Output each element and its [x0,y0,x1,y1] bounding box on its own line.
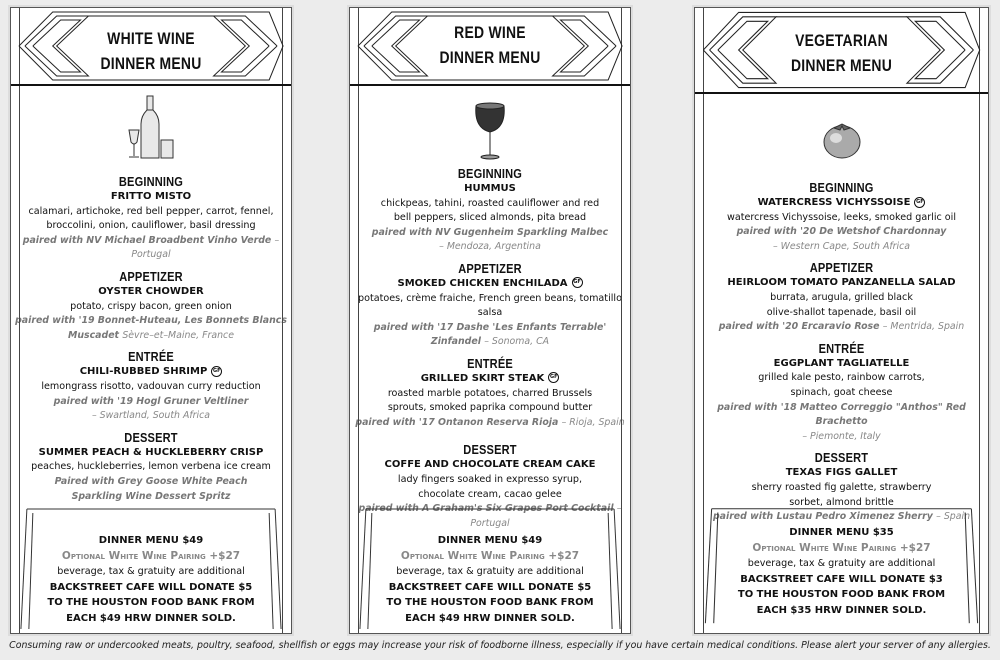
dish-description: chickpeas, tahini, roasted cauliflower and red bell peppers, sliced almonds, pita bread [380,197,600,224]
dish-name: OYSTER CHOWDER [98,285,204,297]
additional-note: beverage, tax & gratuity are additional [747,558,936,569]
dish-name: TEXAS FIGS GALLET [785,467,898,479]
menu-footer [695,503,988,627]
dish-description: lady fingers soaked in expresso syrup, chocolate cream, cacao gelee [397,473,583,500]
menu-header [11,8,291,86]
course-heading: BEGINNING [118,174,184,189]
course-heading: ENTRÉE [128,349,174,365]
course-heading: APPETIZER [809,260,874,276]
optional-pairing: Optional White Wine Pairing +$27 [61,549,241,562]
dish-name: CHILI-RUBBED SHRIMP GF [79,366,221,378]
donation-text: BACKSTREET CAFE WILL DONATE $5 TO THE HOUSTON FOOD BANK FROM EACH $49 HRW DINNER SOLD. [47,581,255,624]
wine-pairing: paired with NV Gugenheim Sparkling Malbec – Mendoza, Argentina [371,226,609,253]
dish-name: HEIRLOOM TOMATO PANZANELLA SALAD [727,277,956,289]
price-block [25,533,277,626]
menu-title: VEGETARIAN DINNER MENU [790,31,893,75]
dish-name: EGGPLANT TAGLIATELLE [773,357,910,369]
menu-footer [11,503,291,633]
dish-name: FRITTO MISTO [110,191,192,202]
optional-pairing: Optional White Wine Pairing +$27 [752,541,931,554]
dish-name: SMOKED CHICKEN ENCHILADA GF [397,277,581,289]
course-heading: BEGINNING [457,166,523,181]
menu-price: DINNER MENU $49 [437,535,543,546]
price-block [709,525,974,618]
wine-pairing: paired with '19 Bonnet-Huteau, Les Bonnets Blancs Muscadet Sèvre–et–Maine, France [15,315,287,341]
wine-pairing: paired with '17 Ontanon Reserva Rioja – Rioja, Spain [355,416,625,428]
course-heading: DESSERT [124,429,178,445]
dish-name: COFFE AND CHOCOLATE CREAM CAKE [384,459,596,471]
price-block [364,533,616,626]
dish-description: grilled kale pesto, rainbow carrots, spinach, goat cheese [758,372,925,398]
wine-pairing: paired with '18 Matteo Correggio "Anthos" Red Brachetto – Piemonte, Italy [717,401,966,442]
wine-pairing: paired with '19 Hogl Gruner Veltliner – Swartland, South Africa [53,395,249,422]
wine-pairing: paired with Lustau Pedro Ximenez Sherry – Spain [712,511,971,523]
dish-name: HUMMUS [464,183,516,194]
dish-name: GRILLED SKIRT STEAK GF [420,372,558,384]
menu-card-vegetarian [694,7,989,634]
dish-name: WATERCRESS VICHYSSOISE GF [757,197,924,208]
gluten-free-icon: GF [211,366,222,377]
allergy-disclaimer: Consuming raw or undercooked meats, poultry, seafood, shellfish or eggs may increase your risk of foodborne illness, especially if you have certain medical conditions. Please alert your server of any allergies. [9,640,991,651]
menu-card-white-wine [10,7,292,634]
dish-description: peaches, huckleberries, lemon verbena ice cream [31,461,271,473]
donation-text: BACKSTREET CAFE WILL DONATE $3 TO THE HOUSTON FOOD BANK FROM EACH $35 HRW DINNER SOLD. [737,573,946,616]
course-heading: APPETIZER [119,268,183,284]
dish-description: potato, crispy bacon, green onion [70,300,232,312]
wine-pairing: paired with '17 Dashe 'Les Enfants Terrable' Zinfandel – Sonoma, CA [373,321,607,348]
optional-pairing: Optional White Wine Pairing +$27 [400,549,580,562]
dish-description: burrata, arugula, grilled black olive-shallot tapenade, basil oil [766,291,917,318]
menu-card-red-wine [349,7,631,634]
course-heading: BEGINNING [809,180,874,195]
gluten-free-icon: GF [914,197,925,208]
wine-pairing: Paired with Grey Goose White Peach Sparkling Wine Dessert Spritz [54,475,248,502]
course-heading: DESSERT [463,442,517,458]
menu-title: WHITE WINE DINNER MENU [100,29,202,73]
dish-description: potatoes, crème fraiche, French green beans, tomatillo salsa [358,292,622,319]
wine-pairing: paired with '20 De Wetshof Chardonnay – Western Cape, South Africa [736,226,947,252]
dish-name: SUMMER PEACH & HUCKLEBERRY CRISP [38,446,264,458]
course-heading: DESSERT [814,450,869,466]
menu-header [350,8,630,86]
menu-footer [350,503,630,633]
course-heading: ENTRÉE [467,355,513,371]
dish-description: calamari, artichoke, red bell pepper, carrot, fennel, broccolini, onion, cauliflower, basil dressing [28,205,274,232]
wine-pairing: paired with '20 Ercaravio Rose – Mentrida, Spain [718,321,965,333]
menu-price: DINNER MENU $35 [789,527,894,538]
additional-note: beverage, tax & gratuity are additional [57,566,245,577]
dish-description: watercress Vichyssoise, leeks, smoked garlic oil [726,211,957,223]
course-heading: ENTRÉE [818,340,865,356]
menu-header [695,8,988,94]
menu-title: RED WINE DINNER MENU [439,23,541,67]
dish-description: lemongrass risotto, vadouvan curry reduction [41,380,261,392]
wine-pairing: paired with A Graham's Six Grapes Port Cocktail – Portugal [358,503,622,529]
dish-description: roasted marble potatoes, charred Brussels sprouts, smoked paprika compound butter [387,387,593,414]
wine-pairing: paired with NV Michael Broadbent Vinho Verde – Portugal [22,234,280,261]
donation-text: BACKSTREET CAFE WILL DONATE $5 TO THE HOUSTON FOOD BANK FROM EACH $49 HRW DINNER SOLD. [386,581,594,624]
additional-note: beverage, tax & gratuity are additional [396,566,584,577]
gluten-free-icon: GF [572,277,583,288]
menu-price: DINNER MENU $49 [98,535,204,546]
dish-description: sherry roasted fig galette, strawberry sorbet, almond brittle [751,481,932,508]
gluten-free-icon: GF [548,372,559,383]
course-heading: APPETIZER [458,260,522,276]
